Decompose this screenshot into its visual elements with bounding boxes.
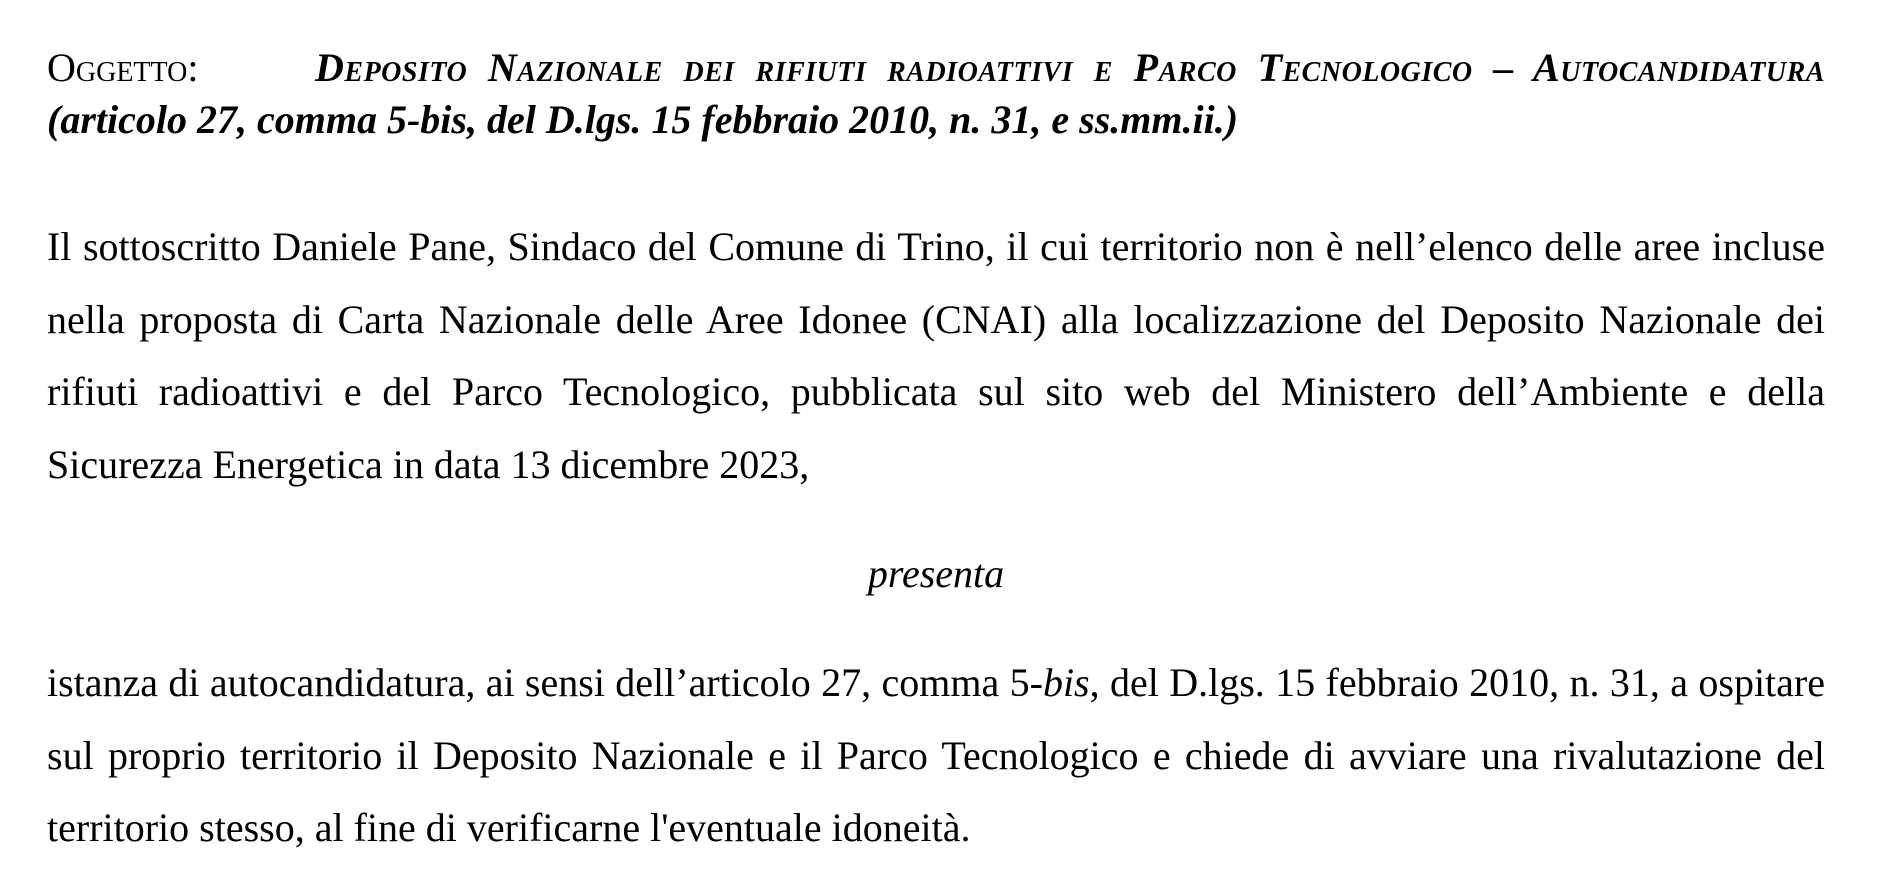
verb-presenta: presenta: [867, 551, 1005, 596]
subject-heading: [47, 42, 1825, 146]
paragraph-request-italic: bis: [1042, 660, 1090, 705]
paragraph-intro: Il sottoscritto Daniele Pane, Sindaco del Comune di Trino, il cui territorio non è nell’elenco delle aree incluse nella proposta di Carta Nazionale delle Aree Idonee (CNAI) alla localizzazione del Deposito Nazionale dei rifiuti radioattivi e del Parco Tecnologico, pubblicata sul sito web del Ministero dell’Ambiente e della Sicurezza Energetica in data 13 dicembre 2023,: [47, 224, 1825, 487]
paragraph-request: [47, 647, 1825, 865]
paragraph-request-before: istanza di autocandidatura, ai sensi dell’articolo 27, comma 5-: [47, 660, 1043, 705]
subject-reference: (articolo 27, comma 5-bis, del D.lgs. 15 febbraio 2010, n. 31, e ss.mm.ii.): [47, 97, 1239, 142]
subject-title: Deposito Nazionale dei rifiuti radioattivi e Parco Tecnologico – Autocandidatura: [315, 45, 1825, 90]
subject-label: Oggetto:: [47, 45, 199, 90]
paragraph-request-after: , del D.lgs. 15 febbraio 2010, n. 31, a ospitare sul proprio territorio il Deposito Nazionale e il Parco Tecnologico e chiede di avviare una rivalutazione del territorio stesso, al fine di verificarne l'eventuale idoneità.: [47, 660, 1825, 850]
